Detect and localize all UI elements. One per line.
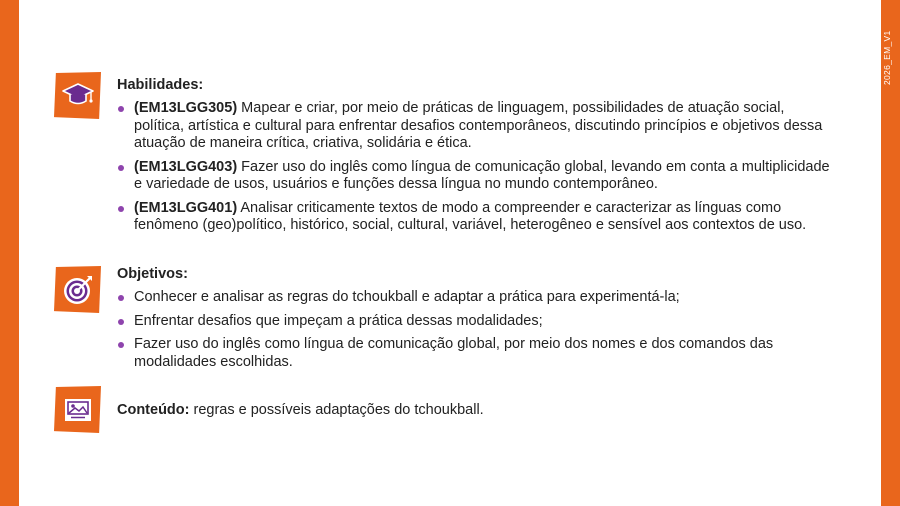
list-item — [117, 100, 837, 153]
left-accent-bar — [0, 0, 19, 506]
skill-code: (EM13LGG403) — [134, 158, 238, 175]
objetivos-section — [117, 266, 837, 371]
objetivos-list — [117, 289, 837, 371]
habilidades-heading: Habilidades: — [117, 77, 204, 93]
skill-text: Fazer uso do inglês como língua de comunicação global, levando em conta a multiplicidade e variedade de usos, usuários e funções dessa língua no mundo contemporâneo. — [134, 158, 830, 192]
objetivos-heading: Objetivos: — [117, 266, 188, 282]
list-item: Fazer uso do inglês como língua de comunicação global, por meio dos nomes e dos comandos das modalidades escolhidas. — [117, 336, 837, 371]
document-code: 2026_EM_V1 — [882, 30, 892, 86]
target-icon — [54, 266, 101, 313]
image-icon — [54, 386, 101, 433]
list-item: Conhecer e analisar as regras do tchoukball e adaptar a prática para experimentá-la; — [117, 289, 837, 307]
skill-code: (EM13LGG305) — [134, 100, 238, 116]
list-item — [117, 159, 837, 194]
skill-text: Mapear e criar, por meio de práticas de linguagem, possibilidades de atuação social, política, artística e cultural para enfrentar desafios contemporâneos, discutindo princípios e objetivos dessa atuação de maneira crítica, criativa, solidária e ética. — [134, 100, 823, 151]
habilidades-list — [117, 100, 837, 235]
conteudo-section — [117, 402, 837, 419]
skill-code: (EM13LGG401) — [134, 199, 238, 216]
graduation-cap-icon — [54, 72, 101, 119]
list-item: Enfrentar desafios que impeçam a prática dessas modalidades; — [117, 313, 837, 331]
right-accent-bar — [881, 0, 900, 506]
conteudo-label: Conteúdo: — [117, 402, 190, 418]
list-item — [117, 200, 837, 235]
habilidades-section — [117, 77, 837, 235]
conteudo-text: regras e possíveis adaptações do tchoukball. — [189, 402, 484, 418]
skill-text: Analisar criticamente textos de modo a compreender e caracterizar as línguas como fenômeno (geo)político, histórico, social, cultural, variável, heterogêneo e sensível aos contextos de uso. — [134, 199, 807, 233]
